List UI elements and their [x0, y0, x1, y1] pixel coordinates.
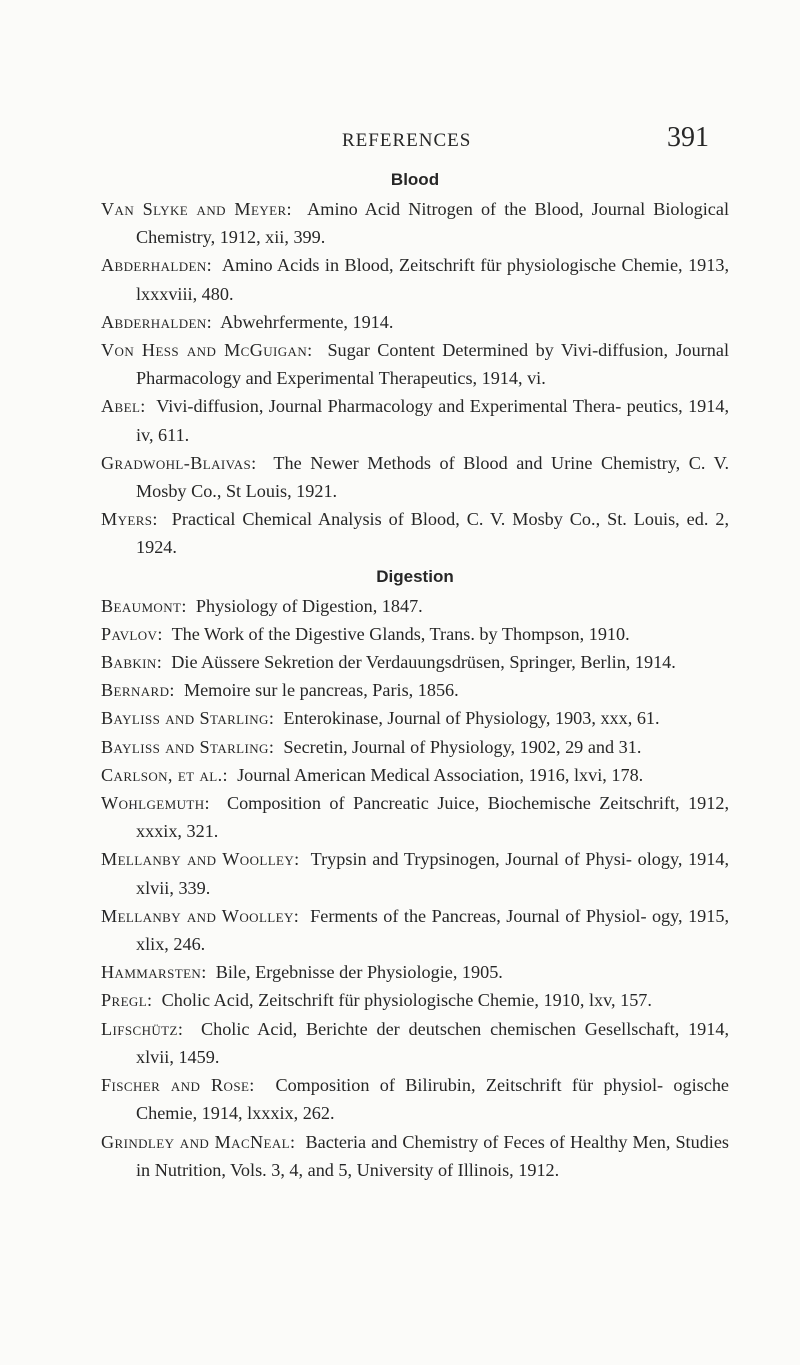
- reference-author: Beaumont:: [101, 595, 187, 616]
- reference-entry: [101, 986, 729, 1014]
- reference-citation: Memoire sur le pancreas, Paris, 1856.: [183, 680, 459, 701]
- page-number: 391: [667, 122, 709, 153]
- reference-author: Von Hess and McGuigan:: [101, 340, 313, 361]
- reference-citation: Bacteria and Chemistry of Feces of Healthy Men, Studies in Nutrition, Vols. 3, 4, and 5, University of Illinois, 1912.: [136, 1131, 730, 1180]
- reference-author: Carlson, et al.:: [101, 764, 228, 785]
- reference-entry: [101, 1128, 729, 1184]
- reference-entry: [101, 505, 729, 561]
- reference-author: Grindley and MacNeal:: [101, 1131, 296, 1152]
- references-body: [101, 165, 729, 1184]
- reference-author: Abel:: [101, 396, 146, 417]
- reference-author: Bayliss and Starling:: [101, 736, 275, 757]
- reference-citation: Amino Acids in Blood, Zeitschrift für physiologische Chemie, 1913, lxxxviii, 480.: [136, 255, 729, 304]
- reference-author: Pavlov:: [101, 623, 163, 644]
- reference-author: Pregl:: [101, 990, 153, 1011]
- reference-author: Lifschütz:: [101, 1018, 184, 1039]
- reference-citation: Practical Chemical Analysis of Blood, C. V. Mosby Co., St. Louis, ed. 2, 1924.: [136, 509, 729, 558]
- reference-entry: [101, 676, 729, 704]
- reference-citation: Sugar Content Determined by Vivi-diffusion, Journal Pharmacology and Experimental Therapeutics, 1914, vi.: [136, 340, 729, 389]
- reference-author: Bernard:: [101, 680, 175, 701]
- reference-author: Van Slyke and Meyer:: [101, 199, 292, 219]
- reference-citation: Amino Acid Nitrogen of the Blood, Journal Biological Chemistry, 1912, xii, 399.: [136, 199, 730, 248]
- reference-entry: [101, 392, 729, 448]
- reference-entry: [101, 761, 729, 789]
- reference-entry: [101, 958, 729, 986]
- reference-entry: [101, 704, 729, 732]
- reference-entry: [101, 251, 729, 307]
- reference-citation: Trypsin and Trypsinogen, Journal of Physi- ology, 1914, xlvii, 339.: [136, 849, 729, 898]
- reference-citation: Vivi-diffusion, Journal Pharmacology and Experimental Thera- peutics, 1914, iv, 611.: [136, 396, 729, 445]
- reference-entry: [101, 592, 729, 620]
- reference-citation: Composition of Bilirubin, Zeitschrift für physiol- ogische Chemie, 1914, lxxxix, 262.: [136, 1075, 729, 1124]
- reference-entry: [101, 648, 729, 676]
- reference-entry: [101, 1071, 729, 1127]
- reference-author: Abderhalden:: [101, 255, 213, 276]
- reference-entry: [101, 789, 729, 845]
- reference-citation: Cholic Acid, Berichte der deutschen chemischen Gesellschaft, 1914, xlvii, 1459.: [136, 1018, 730, 1067]
- reference-author: Wohlgemuth:: [101, 793, 210, 814]
- reference-citation: Die Aüssere Sekretion der Verdauungsdrüsen, Springer, Berlin, 1914.: [171, 652, 676, 673]
- reference-entry: [101, 902, 729, 958]
- reference-entry: [101, 195, 729, 251]
- section-heading-digestion: Digestion: [376, 566, 454, 586]
- reference-citation: Ferments of the Pancreas, Journal of Physiol- ogy, 1915, xlix, 246.: [136, 905, 729, 955]
- reference-citation: The Work of the Digestive Glands, Trans. by Thompson, 1910.: [171, 623, 630, 644]
- reference-citation: The Newer Methods of Blood and Urine Chemistry, C. V. Mosby Co., St Louis, 1921.: [136, 452, 729, 502]
- page-header: [0, 100, 800, 153]
- reference-author: Fischer and Rose:: [101, 1075, 255, 1096]
- reference-entry: [101, 845, 729, 901]
- reference-citation: Bile, Ergebnisse der Physiologie, 1905.: [215, 962, 503, 983]
- reference-author: Mellanby and Woolley:: [101, 905, 300, 926]
- reference-entry: [101, 620, 729, 648]
- reference-author: Hammarsten:: [101, 962, 207, 983]
- reference-entry: [101, 336, 729, 392]
- reference-citation: Enterokinase, Journal of Physiology, 1903, xxx, 61.: [283, 708, 660, 729]
- reference-citation: Secretin, Journal of Physiology, 1902, 29 and 31.: [283, 736, 642, 757]
- reference-entry: [101, 308, 729, 336]
- reference-citation: Composition of Pancreatic Juice, Biochemische Zeitschrift, 1912, xxxix, 321.: [136, 793, 729, 842]
- reference-citation: Cholic Acid, Zeitschrift für physiologische Chemie, 1910, lxv, 157.: [161, 990, 652, 1011]
- reference-author: Babkin:: [101, 652, 163, 673]
- reference-citation: Abwehrfermente, 1914.: [220, 311, 394, 332]
- section-heading-blood: Blood: [390, 170, 440, 189]
- reference-author: Mellanby and Woolley:: [101, 849, 300, 870]
- reference-entry: [101, 1015, 729, 1071]
- reference-entry: [101, 733, 729, 761]
- reference-citation: Journal American Medical Association, 1916, lxvi, 178.: [237, 764, 644, 785]
- reference-author: Myers:: [101, 509, 158, 530]
- reference-author: Abderhalden:: [101, 311, 213, 332]
- reference-citation: Physiology of Digestion, 1847.: [195, 595, 423, 616]
- reference-author: Gradwohl-Blaivas:: [101, 452, 257, 473]
- reference-entry: [101, 449, 729, 505]
- running-head: REFERENCES: [342, 130, 472, 151]
- reference-author: Bayliss and Starling:: [101, 708, 275, 729]
